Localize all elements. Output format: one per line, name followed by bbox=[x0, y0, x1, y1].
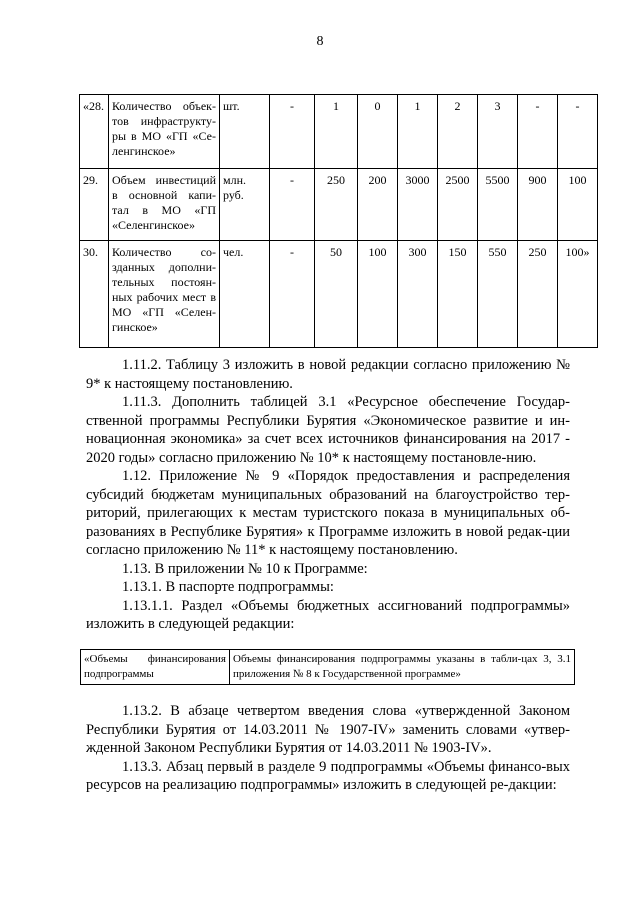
indicator-value: 550 bbox=[478, 241, 518, 348]
indicator-value: - bbox=[270, 241, 315, 348]
indicator-name: Объем инвестиций в основной капи-тал в МО «ГП «Селенгинское» bbox=[109, 169, 220, 241]
paragraph: 1.13.1.1. Раздел «Объемы бюджетных ассигнований подпрограммы» изложить в следующей редакции: bbox=[86, 597, 570, 632]
indicator-value: 5500 bbox=[478, 169, 518, 241]
indicator-name: Количество со-зданных дополни-тельных постоян-ных рабочих мест в МО «ГП «Селен-гинское» bbox=[109, 241, 220, 348]
indicator-name: Количество объек-тов инфраструкту-ры в МО «ГП «Се-ленгинское» bbox=[109, 95, 220, 169]
paragraph: 1.13.1. В паспорте подпрограммы: bbox=[122, 579, 334, 595]
passport-value: Объемы финансирования подпрограммы указаны в табли-цах 3, 3.1 приложения № 8 к Государственной программе» bbox=[230, 650, 575, 685]
paragraph: 1.13.3. Абзац первый в разделе 9 подпрограммы «Объемы финансо-вых ресурсов на реализацию подпрограммы» изложить в следующей ре-дакции: bbox=[86, 758, 570, 793]
indicator-unit: чел. bbox=[220, 241, 270, 348]
indicator-value: 150 bbox=[438, 241, 478, 348]
body-text-bottom bbox=[86, 702, 570, 795]
indicator-value: 100 bbox=[558, 169, 598, 241]
indicator-value: 0 bbox=[358, 95, 398, 169]
table-row bbox=[81, 650, 575, 685]
indicator-value: - bbox=[518, 95, 558, 169]
indicator-value: 200 bbox=[358, 169, 398, 241]
indicator-value: 3000 bbox=[398, 169, 438, 241]
body-text-top bbox=[86, 356, 570, 634]
indicator-value: 100» bbox=[558, 241, 598, 348]
table-row bbox=[80, 241, 598, 348]
indicators-table bbox=[79, 94, 598, 348]
paragraph: 1.13. В приложении № 10 к Программе: bbox=[122, 560, 368, 577]
paragraph: 1.13.2. В абзаце четвертом введения слова «утвержденной Законом Республики Бурятия от 14.03.2011 № 1907-IV» заменить словами «утвер-жденной Законом Республики Бурятия от 14.03.2011 № 1903-IV». bbox=[86, 703, 570, 756]
indicator-value: 250 bbox=[315, 169, 358, 241]
page-number: 8 bbox=[316, 34, 324, 49]
indicator-value: 50 bbox=[315, 241, 358, 348]
indicator-value: 100 bbox=[358, 241, 398, 348]
table-row bbox=[80, 169, 598, 241]
passport-table bbox=[80, 649, 575, 685]
paragraph: 1.12. Приложение № 9 «Порядок предоставления и распределения субсидий бюджетам муниципальных образований на благоустройство тер-риторий, прилегающих к местам туристского показа в муниципальных об-разованиях в Республике Бурятия» к Программе изложить в новой редак-ции согласно приложению № 11* к настоящему постановлению. bbox=[86, 468, 570, 558]
indicator-value: - bbox=[270, 169, 315, 241]
paragraph: 1.11.2. Таблицу 3 изложить в новой редакции согласно приложению № 9* к настоящему постановлению. bbox=[86, 357, 570, 392]
indicator-unit: шт. bbox=[220, 95, 270, 169]
paragraph: 1.11.3. Дополнить таблицей 3.1 «Ресурсное обеспечение Государ-ственной программы Республики Бурятия «Экономическое развитие и ин-новационная экономика» за счет всех источников финансирования на 2017 - 2020 годы» согласно приложению № 10* к настоящему постановле-нию. bbox=[86, 394, 570, 466]
indicator-value: 900 bbox=[518, 169, 558, 241]
indicator-value: 300 bbox=[398, 241, 438, 348]
table-row bbox=[80, 95, 598, 169]
row-number: 29. bbox=[80, 169, 109, 241]
row-number: 30. bbox=[80, 241, 109, 348]
indicator-value: 1 bbox=[315, 95, 358, 169]
indicator-value: 250 bbox=[518, 241, 558, 348]
indicator-value: 1 bbox=[398, 95, 438, 169]
row-number: «28. bbox=[80, 95, 109, 169]
passport-label: «Объемы финансирования подпрограммы bbox=[81, 650, 230, 685]
indicator-value: 2 bbox=[438, 95, 478, 169]
indicator-value: 3 bbox=[478, 95, 518, 169]
indicator-value: 2500 bbox=[438, 169, 478, 241]
indicator-value: - bbox=[558, 95, 598, 169]
indicator-unit: млн. руб. bbox=[220, 169, 270, 241]
indicator-value: - bbox=[270, 95, 315, 169]
